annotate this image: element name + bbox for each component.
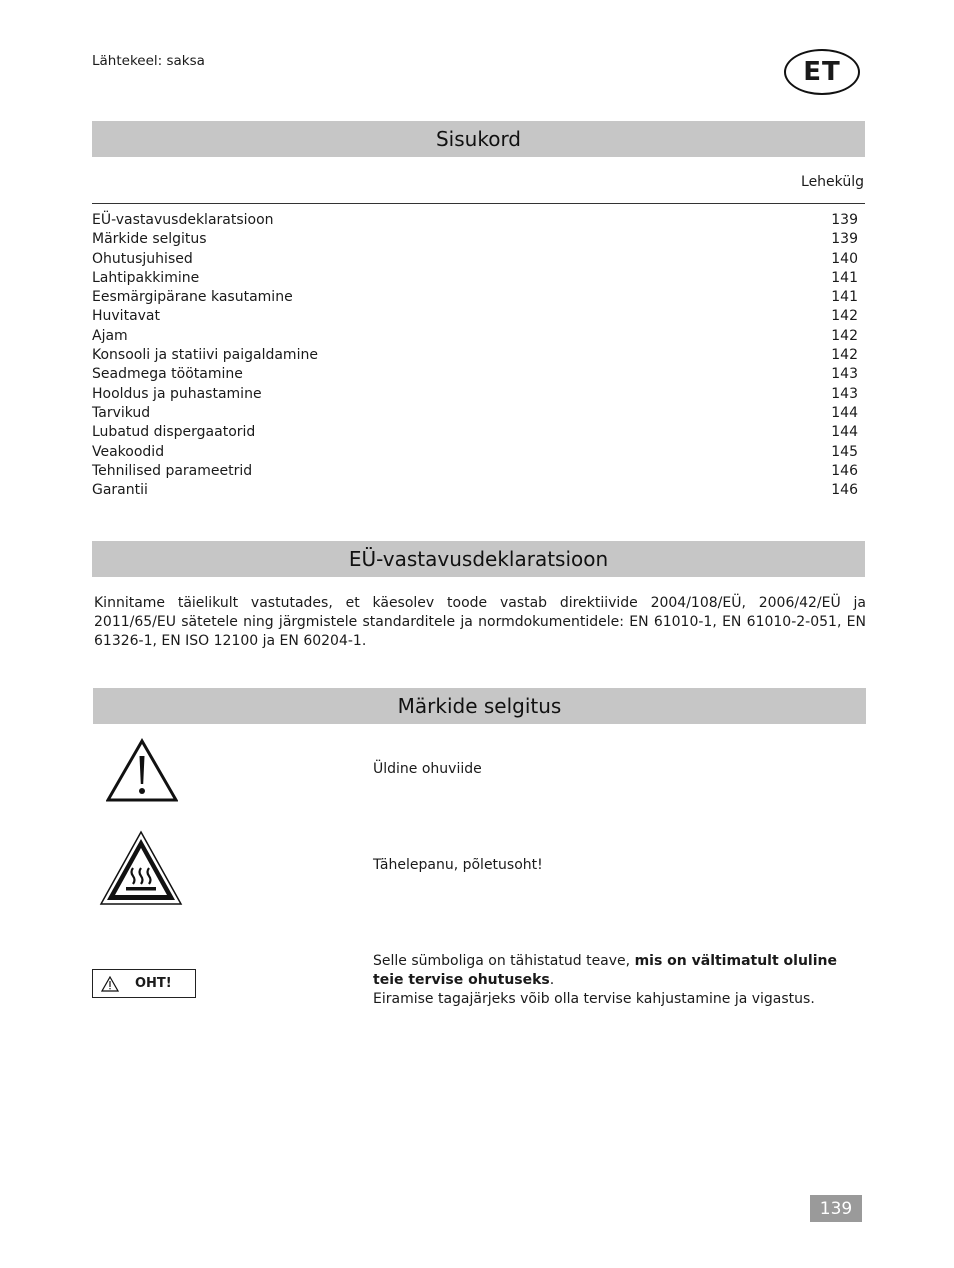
- general-warning-text: Üldine ohuviide: [373, 761, 482, 777]
- toc-entry-page: 142: [831, 347, 858, 364]
- toc-divider: [92, 203, 865, 204]
- toc-entry-label: Märkide selgitus: [92, 231, 207, 248]
- toc-entry-page: 146: [831, 482, 858, 499]
- toc-entry-page: 141: [831, 289, 858, 306]
- toc-title: Sisukord: [435, 127, 522, 151]
- toc-entry-page: 139: [831, 231, 858, 248]
- danger-text-consequence: Eiramise tagajärjeks võib olla tervise kahjustamine ja vigastus.: [373, 991, 815, 1007]
- hot-surface-icon: [99, 830, 183, 906]
- source-language-note: Lähtekeel: saksa: [92, 53, 205, 69]
- declaration-text: Kinnitame täielikult vastutades, et käesolev toode vastab direktiivide 2004/108/EÜ, 2006/42/EÜ ja 2011/65/EU sätetele ning järgmistele standarditele ja normdokumentidele: EN 61010-1, EN 61010-2-051, EN 61326-1, EN ISO 12100 ja EN 60204-1.: [94, 595, 866, 649]
- toc-entry-page: 144: [831, 404, 858, 421]
- declaration-title: EÜ-vastavusdeklaratsioon: [348, 547, 609, 571]
- toc-entry[interactable]: [92, 346, 858, 365]
- toc-entry[interactable]: [92, 269, 858, 288]
- toc-entry-label: Eesmärgipärane kasutamine: [92, 289, 293, 306]
- danger-text-start: Selle sümboliga on tähistatud teave,: [373, 953, 635, 969]
- toc-entry-page: 143: [831, 366, 858, 383]
- toc-entry-label: Ajam: [92, 327, 128, 344]
- toc-entry-label: Seadmega töötamine: [92, 366, 243, 383]
- toc-entry[interactable]: [92, 481, 858, 500]
- declaration-title-bar: [92, 541, 865, 577]
- toc-entry[interactable]: [92, 462, 858, 481]
- toc-entry-page: 140: [831, 250, 858, 267]
- toc-entry-label: Tarvikud: [92, 404, 151, 421]
- toc-entry-label: Lahtipakkimine: [92, 269, 200, 286]
- toc-entry-page: 142: [831, 308, 858, 325]
- danger-text-period: .: [549, 972, 555, 988]
- toc-entry-label: Hooldus ja puhastamine: [92, 385, 262, 402]
- toc-entry-label: Huvitavat: [92, 308, 160, 325]
- toc-title-bar: [92, 121, 865, 157]
- toc-entry[interactable]: [92, 385, 858, 404]
- toc-entry-page: 144: [831, 424, 858, 441]
- toc-entry-label: Ohutusjuhised: [92, 250, 193, 267]
- danger-description: [373, 952, 865, 1009]
- toc-entry-label: Veakoodid: [92, 443, 165, 460]
- warning-triangle-icon: [101, 976, 119, 992]
- toc-list: [92, 211, 858, 500]
- danger-label: OHT!: [135, 976, 172, 991]
- toc-entry-label: EÜ-vastavusdeklaratsioon: [92, 212, 274, 228]
- toc-entry-label: Konsooli ja statiivi paigaldamine: [92, 347, 318, 364]
- danger-text-emphasis: mis on vältimatult oluline teie tervise ohutuseks: [373, 953, 837, 988]
- toc-entry-page: 146: [831, 462, 858, 479]
- toc-entry[interactable]: [92, 365, 858, 384]
- toc-entry-label: Garantii: [92, 482, 148, 499]
- toc-entry[interactable]: [92, 307, 858, 326]
- toc-entry[interactable]: [92, 423, 858, 442]
- toc-entry-page: 142: [831, 327, 858, 344]
- toc-entry[interactable]: [92, 230, 858, 249]
- toc-entry-page: 145: [831, 443, 858, 460]
- toc-entry-page: 143: [831, 385, 858, 402]
- toc-entry[interactable]: [92, 327, 858, 346]
- toc-entry-label: Lubatud dispergaatorid: [92, 424, 256, 441]
- toc-entry[interactable]: [92, 288, 858, 307]
- toc-entry-label: Tehnilised parameetrid: [92, 462, 253, 479]
- toc-entry[interactable]: [92, 404, 858, 423]
- danger-label-box: [92, 969, 196, 998]
- toc-entry[interactable]: [92, 211, 858, 230]
- symbols-title-bar: [93, 688, 866, 724]
- general-warning-icon: [106, 738, 178, 802]
- toc-entry[interactable]: [92, 250, 858, 269]
- page-number: 139: [810, 1195, 862, 1222]
- language-badge: ET: [784, 49, 860, 95]
- toc-entry-page: 139: [831, 212, 858, 228]
- page-column-label: Lehekülg: [801, 174, 864, 190]
- toc-entry-page: 141: [831, 269, 858, 286]
- toc-entry[interactable]: [92, 443, 858, 462]
- symbols-title: Märkide selgitus: [397, 694, 562, 718]
- hot-surface-text: Tähelepanu, põletusoht!: [373, 857, 543, 873]
